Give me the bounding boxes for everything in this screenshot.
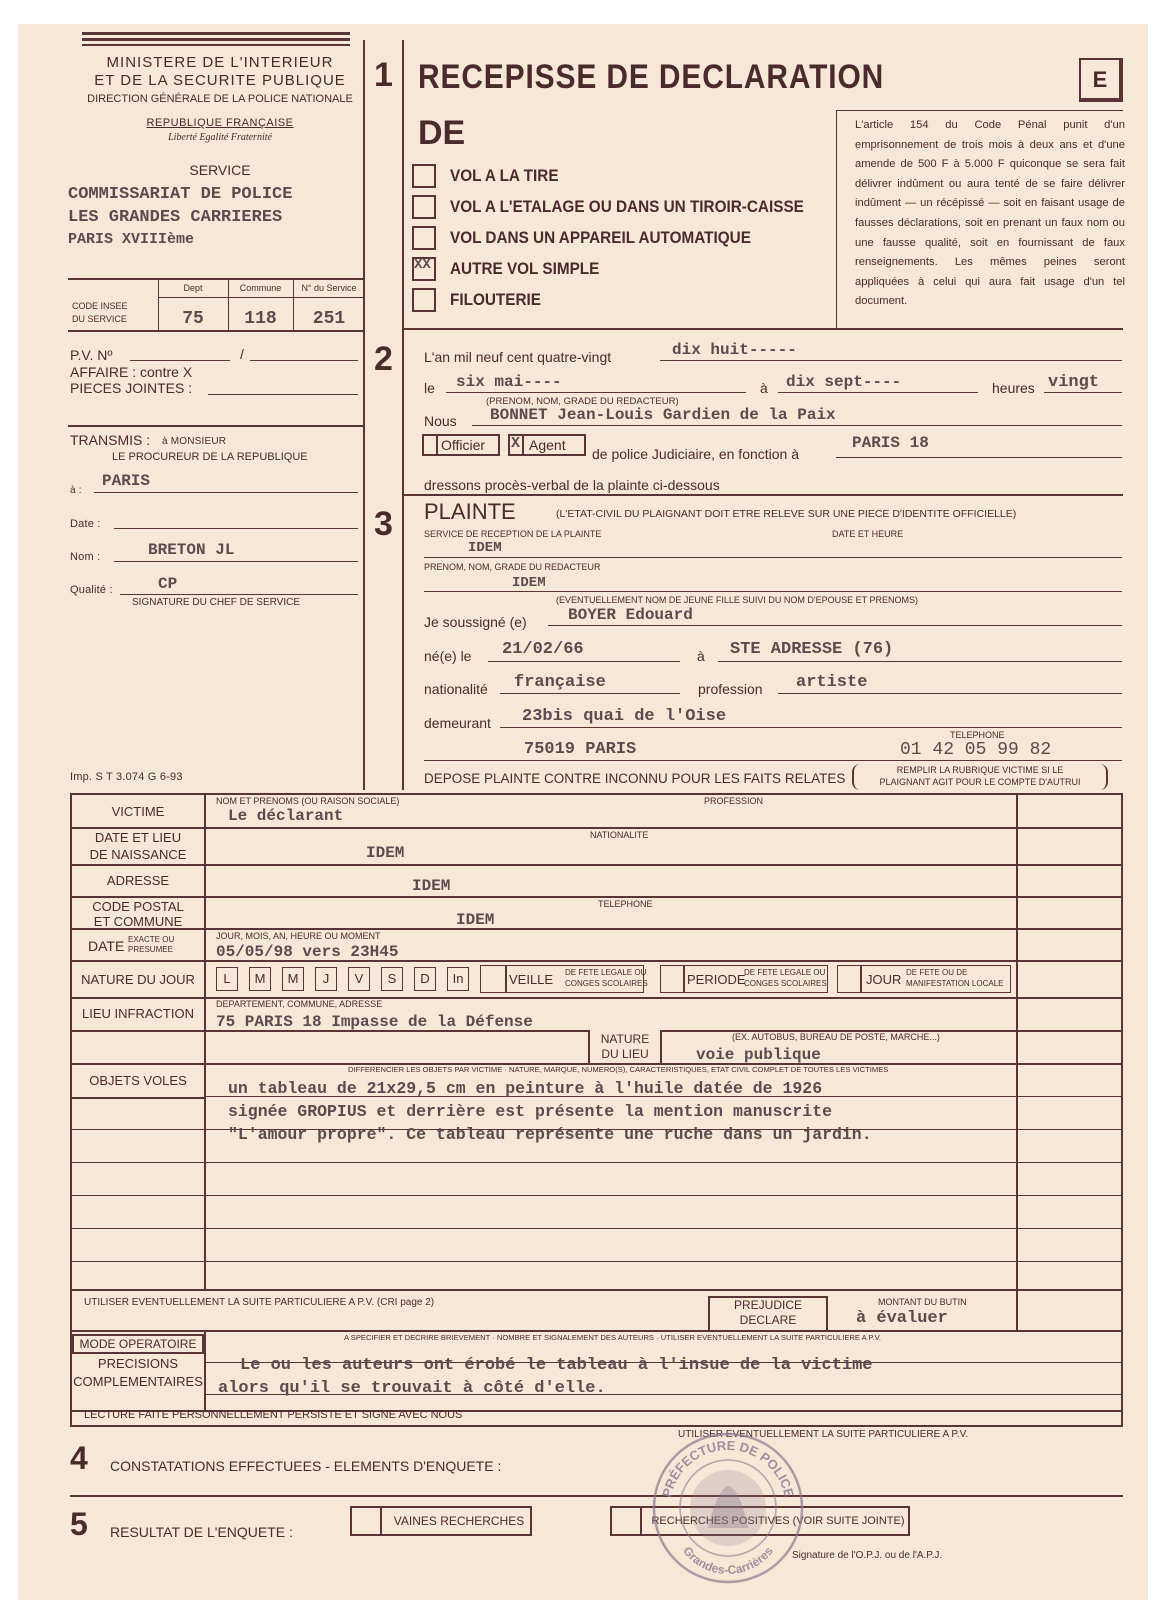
cp-value: IDEM xyxy=(456,911,495,929)
profession-label: profession xyxy=(698,681,763,697)
heures-label: heures xyxy=(992,380,1035,396)
offense-checkbox[interactable] xyxy=(412,164,436,188)
periode-note-2: CONGES SCOLAIRES xyxy=(744,979,827,988)
mode-line-1: Le ou les auteurs ont érobé le tableau à l'insue de la victime xyxy=(240,1356,873,1375)
offense-checkbox[interactable] xyxy=(412,195,436,219)
section-rule xyxy=(402,494,1123,496)
heures-line xyxy=(1044,392,1122,393)
pv-label: P.V. Nº xyxy=(70,347,113,363)
insee-bottom-rule xyxy=(68,330,365,332)
table-col xyxy=(204,1330,206,1410)
section-1-number: 1 xyxy=(374,56,393,94)
nationalite-line xyxy=(500,693,680,694)
date-line xyxy=(114,528,358,529)
row-rule xyxy=(70,827,1123,829)
an-line xyxy=(660,360,1122,361)
jour-note-1: DE FETE OU DE xyxy=(906,968,968,977)
day-checkbox[interactable]: S xyxy=(381,967,403,991)
row-rule xyxy=(70,864,1123,866)
transmis-to: à MONSIEUR xyxy=(162,436,227,447)
redacteur-value: IDEM xyxy=(512,575,546,591)
nom-value: BRETON JL xyxy=(148,541,235,559)
row-rule xyxy=(70,896,1123,898)
date-hint: JOUR, MOIS, AN, HEURE OU MOMENT xyxy=(216,931,381,941)
objets-line-3: "L'amour propre". Ce tableau représente une ruche dans un jardin. xyxy=(228,1125,872,1144)
ne-a-line xyxy=(718,661,1122,662)
nature-lieu-1: NATURE xyxy=(600,1032,650,1046)
service-value-2: LES GRANDES CARRIERES xyxy=(68,208,283,227)
table-col xyxy=(204,793,206,1289)
offense-label: AUTRE VOL SIMPLE xyxy=(450,259,600,278)
periode-note-1: DE FETE LEGALE OU xyxy=(744,968,826,977)
row-rule-thin xyxy=(70,1195,1123,1196)
svg-text:Grandes-Carrières xyxy=(680,1544,776,1577)
fonction-value: PARIS 18 xyxy=(852,434,929,452)
soussigne-value: BOYER Edouard xyxy=(568,606,693,624)
profession-hint: PROFESSION xyxy=(704,796,764,806)
precisions-2: COMPLEMENTAIRES xyxy=(73,1374,203,1389)
a-label: à : xyxy=(70,485,82,496)
positives-divider xyxy=(640,1506,642,1536)
vaines-divider xyxy=(380,1506,382,1536)
section-rule xyxy=(402,328,1123,330)
date-heure-label: DATE ET HEURE xyxy=(832,529,904,539)
section-rule xyxy=(70,1495,1123,1497)
nom-label: Nom : xyxy=(70,551,101,563)
date-exact-small-1: EXACTE OU xyxy=(128,935,175,944)
lieu-value: 75 PARIS 18 Impasse de la Défense xyxy=(216,1013,533,1031)
signature-label: SIGNATURE DU CHEF DE SERVICE xyxy=(132,597,300,608)
service-reception-value: IDEM xyxy=(468,540,502,556)
telephone-hint: TELEPHONE xyxy=(598,899,653,909)
offense-checkbox[interactable] xyxy=(412,257,436,281)
montant-label: MONTANT DU BUTIN xyxy=(878,1297,967,1307)
offense-check-mark: XX xyxy=(414,257,431,273)
date-value: 05/05/98 vers 23H45 xyxy=(216,943,399,961)
stamp-top-text: PRÉFECTURE DE POLICE xyxy=(659,1437,797,1499)
service-value-1: COMMISSARIAT DE POLICE xyxy=(68,185,293,204)
veille-note-2: CONGES SCOLAIRES xyxy=(565,979,648,988)
montant-value: à évaluer xyxy=(856,1309,948,1328)
pv-line xyxy=(250,360,358,361)
veille-label: VEILLE xyxy=(509,972,554,987)
legal-box-border xyxy=(836,110,837,328)
pieces-line xyxy=(208,394,358,395)
affaire: AFFAIRE : contre X xyxy=(70,364,193,380)
offense-label: VOL DANS UN APPAREIL AUTOMATIQUE xyxy=(450,228,751,247)
telephone-value: 01 42 05 99 82 xyxy=(900,740,1052,760)
section-1-title: RECEPISSE DE DECLARATION xyxy=(418,58,885,96)
commune-value: 118 xyxy=(244,309,277,329)
header-rule xyxy=(82,38,350,41)
utiliser-note: UTILISER EVENTUELLEMENT LA SUITE PARTICULIERE A P.V. (CRI page 2) xyxy=(84,1297,435,1308)
a2-label: à xyxy=(760,380,768,396)
date-label: Date : xyxy=(70,518,101,530)
an-label: L'an mil neuf cent quatre-vingt xyxy=(424,349,612,365)
offense-label: VOL A L'ETALAGE OU DANS UN TIROIR-CAISSE xyxy=(450,197,804,216)
day-checkbox[interactable]: M xyxy=(249,967,271,991)
insee-label-2: DU SERVICE xyxy=(72,314,127,324)
qualite-label: Qualité : xyxy=(70,584,113,596)
jour-note-2: MANIFESTATION LOCALE xyxy=(906,979,1004,988)
stamp-bottom-text: Grandes-Carrières xyxy=(680,1543,776,1578)
profession-value: artiste xyxy=(796,673,868,692)
telephone-label: TELEPHONE xyxy=(950,730,1005,740)
nature-jour-label: NATURE DU JOUR xyxy=(81,972,195,987)
section-1-title-2: DE xyxy=(418,114,466,152)
date-lieu-value: IDEM xyxy=(366,844,405,862)
mode-hint: A SPECIFIER ET DECRIRE BRIEVEMENT · NOMBRE ET SIGNALEMENT DES AUTEURS · UTILISER EVENTUELLEMENT LA SUITE PARTICULIERE A P.V. xyxy=(344,1333,882,1342)
victime-label: VICTIME xyxy=(111,804,165,819)
a2-value: dix sept---- xyxy=(786,373,902,391)
service-reception-line xyxy=(424,557,1122,558)
legal-text: L'article 154 du Code Pénal punit d'un emprisonnement de trois mois à deux ans et d'une amende de 500 F à 5.000 F quiconque se sera fait délivrer indûment ou aura tenté de se faire délivrer indûment — un récépissé — soit en faisant usage de fausses déclarations, soit en prenant un faux nom ou une fausse qualité, soit en fournissant de faux renseignements. Les mêmes peines seront appliquées à celui qui aura fait usage d'un tel document. xyxy=(855,119,1125,308)
vaines-label: VAINES RECHERCHES xyxy=(393,1514,525,1528)
offense-label: VOL A LA TIRE xyxy=(450,166,559,185)
nom-hint: NOM ET PRENOMS (OU RAISON SOCIALE) xyxy=(216,796,400,806)
section-2-number: 2 xyxy=(374,340,393,378)
adresse-label: ADRESSE xyxy=(106,873,170,888)
legal-box-border xyxy=(836,110,1123,111)
row-rule-thin xyxy=(70,1228,1123,1229)
demeurant-line-2 xyxy=(424,760,1122,761)
redacteur-line xyxy=(424,591,1122,592)
nous-value: BONNET Jean-Louis Gardien de la Paix xyxy=(490,406,836,424)
adresse-value: IDEM xyxy=(412,877,451,895)
nationalite-label: nationalité xyxy=(424,681,488,697)
depose: DEPOSE PLAINTE CONTRE INCONNU POUR LES FAITS RELATES xyxy=(424,771,846,786)
ne-a-value: STE ADRESSE (76) xyxy=(730,640,894,659)
le-label: le xyxy=(424,380,435,396)
service-reception-label: SERVICE DE RECEPTION DE LA PLAINTE xyxy=(424,529,602,539)
demeurant-label: demeurant xyxy=(424,715,491,731)
header-rule xyxy=(82,44,350,46)
a-value: PARIS xyxy=(102,472,151,490)
column-divider xyxy=(402,40,404,790)
day-checkbox[interactable]: V xyxy=(348,967,370,991)
nele-value: 21/02/66 xyxy=(502,640,584,659)
lecture: LECTURE FAITE PERSONNELLEMENT PERSISTE ET SIGNE AVEC NOUS xyxy=(84,1409,463,1421)
veille-note-1: DE FETE LEGALE OU xyxy=(565,968,647,977)
nele-line xyxy=(488,661,680,662)
nature-lieu-value: voie publique xyxy=(696,1046,821,1064)
profession-line xyxy=(778,693,1122,694)
demeurant-value-2: 75019 PARIS xyxy=(524,740,637,759)
offense-checkbox[interactable] xyxy=(412,226,436,250)
veille-divider xyxy=(505,965,507,993)
transmis-rule xyxy=(68,425,365,427)
ministry-line-2: ET DE LA SECURITE PUBLIQUE xyxy=(94,72,346,89)
demeurant-value-1: 23bis quai de l'Oise xyxy=(522,707,727,726)
section-4-label: CONSTATATIONS EFFECTUEES - ELEMENTS D'ENQUETE : xyxy=(110,1458,502,1474)
row-rule-thin xyxy=(70,1261,1123,1262)
objets-line-2: signée GROPIUS et derrière est présente la mention manuscrite xyxy=(228,1102,832,1121)
objets-hint: DIFFERENCIER LES OBJETS PAR VICTIME · NATURE, MARQUE, NUMERO(S), CARACTERISTIQUES, ETAT CIVIL COMPLET DE TOUTES LES VICTIMES xyxy=(348,1065,889,1074)
day-checkbox[interactable]: L xyxy=(216,967,238,991)
agent-label: Agent xyxy=(529,437,566,453)
an-value: dix huit----- xyxy=(672,341,797,359)
soussigne-hint: (EVENTUELLEMENT NOM DE JEUNE FILLE SUIVI DU NOM D'EPOUSE ET PRENOMS) xyxy=(556,595,918,605)
day-checkbox[interactable]: M xyxy=(282,967,304,991)
pv-line xyxy=(130,360,230,361)
objets-label-rule xyxy=(70,1097,206,1099)
date-exact-small-2: PRESUMEE xyxy=(128,945,173,954)
section-4-number: 4 xyxy=(70,1440,88,1476)
form-letter: E xyxy=(1079,58,1123,102)
prenom-hint: (PRENOM, NOM, GRADE DU REDACTEUR) xyxy=(486,396,679,407)
periode-label: PERIODE xyxy=(687,972,746,987)
nous-label: Nous xyxy=(424,413,457,429)
agent-mark: X xyxy=(511,435,521,452)
pv-sep: / xyxy=(240,346,244,362)
police-stamp xyxy=(648,1428,808,1588)
offense-checkbox[interactable] xyxy=(412,288,436,312)
row-rule xyxy=(70,1289,1123,1291)
day-checkbox[interactable]: In xyxy=(447,967,469,991)
demeurant-line xyxy=(500,727,1122,728)
qualite-value: CP xyxy=(158,575,178,593)
plainte-title: PLAINTE xyxy=(424,499,516,524)
prejudice-2: DECLARE xyxy=(739,1313,797,1327)
a-line xyxy=(94,492,358,493)
row-rule-thin xyxy=(70,1162,1123,1163)
date-exact-label: DATE xyxy=(88,938,125,954)
nature-lieu-2: DU LIEU xyxy=(601,1047,649,1061)
header-rule xyxy=(82,32,350,35)
remplir-2: PLAIGNANT AGIT POUR LE COMPTE D'AUTRUI xyxy=(879,777,1081,787)
offense-label: FILOUTERIE xyxy=(450,290,541,309)
mode-label: MODE OPERATOIRE xyxy=(72,1334,204,1354)
nom-line xyxy=(114,561,358,562)
nationalite-value: française xyxy=(514,673,606,692)
jour-label: JOUR xyxy=(866,972,902,987)
soussigne-label: Je soussigné (e) xyxy=(424,614,527,630)
le-value: six mai---- xyxy=(456,373,562,391)
insee-label-1: CODE INSEE xyxy=(72,301,128,311)
ne-a-label: à xyxy=(697,648,705,664)
nele-label: né(e) le xyxy=(424,648,472,664)
section-3-number: 3 xyxy=(374,505,393,543)
a2-line xyxy=(778,392,978,393)
table-col-right xyxy=(1016,793,1018,1330)
jour-divider xyxy=(860,965,862,993)
le-line xyxy=(446,392,746,393)
remplir-1: REMPLIR LA RUBRIQUE VICTIME SI LE xyxy=(896,765,1064,775)
row-rule xyxy=(70,1330,1123,1332)
dressons: dressons procès-verbal de la plainte ci-dessous xyxy=(424,477,720,493)
commune-label: Commune xyxy=(239,283,282,293)
date-lieu-label-1: DATE ET LIEU xyxy=(94,830,182,845)
lieu-label: LIEU INFRACTION xyxy=(82,1006,194,1021)
victime-value: Le déclarant xyxy=(228,807,344,825)
section-5-label: RESULTAT DE L'ENQUETE : xyxy=(110,1524,293,1540)
row-rule xyxy=(70,928,1123,930)
service-no-value: 251 xyxy=(312,309,346,329)
dept-value: 75 xyxy=(182,309,204,329)
precisions-1: PRECISIONS xyxy=(97,1356,179,1371)
prejudice-1: PREJUDICE xyxy=(733,1298,802,1312)
transmis-label: TRANSMIS : xyxy=(70,432,151,448)
cp-label-2: ET COMMUNE xyxy=(93,914,183,929)
section-5-number: 5 xyxy=(70,1506,88,1542)
imp-ref: Imp. S T 3.074 G 6-93 xyxy=(70,771,183,783)
periode-divider xyxy=(683,965,685,993)
redacteur-label: PRENOM, NOM, GRADE DU REDACTEUR xyxy=(424,562,601,572)
mode-line-2: alors qu'il se trouvait à côté d'elle. xyxy=(218,1379,606,1398)
republic: REPUBLIQUE FRANÇAISE xyxy=(146,117,294,129)
lieu-hint: DEPARTEMENT, COMMUNE, ADRESSE xyxy=(216,999,383,1009)
service-no-label: N° du Service xyxy=(301,283,357,293)
police-label: de police Judiciaire, en fonction à xyxy=(592,446,800,462)
direction: DIRECTION GÉNÉRALE DE LA POLICE NATIONALE xyxy=(87,93,353,105)
heures-value: vingt xyxy=(1048,373,1100,392)
positives-label: RECHERCHES POSITIVES (VOIR SUITE JOINTE) xyxy=(651,1515,905,1527)
pieces: PIECES JOINTES : xyxy=(70,380,193,396)
cp-label-1: CODE POSTAL xyxy=(92,899,184,914)
qualite-line xyxy=(120,594,358,595)
objets-label: OBJETS VOLES xyxy=(89,1073,187,1088)
service-label: SERVICE xyxy=(189,162,251,178)
ministry-line-1: MINISTERE DE L'INTERIEUR xyxy=(106,54,334,71)
officier-checkbox[interactable] xyxy=(422,434,438,456)
objets-line-1: un tableau de 21x29,5 cm en peinture à l'huile datée de 1926 xyxy=(228,1079,823,1098)
utiliser-suite: UTILISER EVENTUELLEMENT LA SUITE PARTICULIERE A P.V. xyxy=(678,1429,969,1440)
nous-line xyxy=(472,425,1122,426)
insee-mid-rule xyxy=(158,297,365,298)
insee-top-rule xyxy=(68,278,365,280)
column-divider xyxy=(363,40,365,790)
officier-label: Officier xyxy=(441,437,486,453)
fonction-line xyxy=(836,457,1122,458)
nationalite-hint: NATIONALITE xyxy=(590,830,649,840)
nature-lieu-hint: (EX. AUTOBUS, BUREAU DE POSTE, MARCHE...) xyxy=(732,1032,940,1042)
service-value-3: PARIS XVIIIème xyxy=(68,231,195,248)
date-lieu-label-2: DE NAISSANCE xyxy=(89,847,187,862)
signature-opj: Signature de l'O.P.J. ou de l'A.P.J. xyxy=(792,1550,943,1561)
soussigne-line xyxy=(548,625,1122,626)
plainte-note: (L'ETAT-CIVIL DU PLAIGNANT DOIT ETRE RELEVE SUR UNE PIECE D'IDENTITE OFFICIELLE) xyxy=(556,508,1017,520)
dept-label: Dept xyxy=(183,283,203,293)
motto: Liberté Egalité Fraternité xyxy=(168,132,272,143)
procureur: LE PROCUREUR DE LA REPUBLIQUE xyxy=(112,451,308,463)
day-checkbox[interactable]: J xyxy=(315,967,337,991)
day-checkbox[interactable]: D xyxy=(414,967,436,991)
